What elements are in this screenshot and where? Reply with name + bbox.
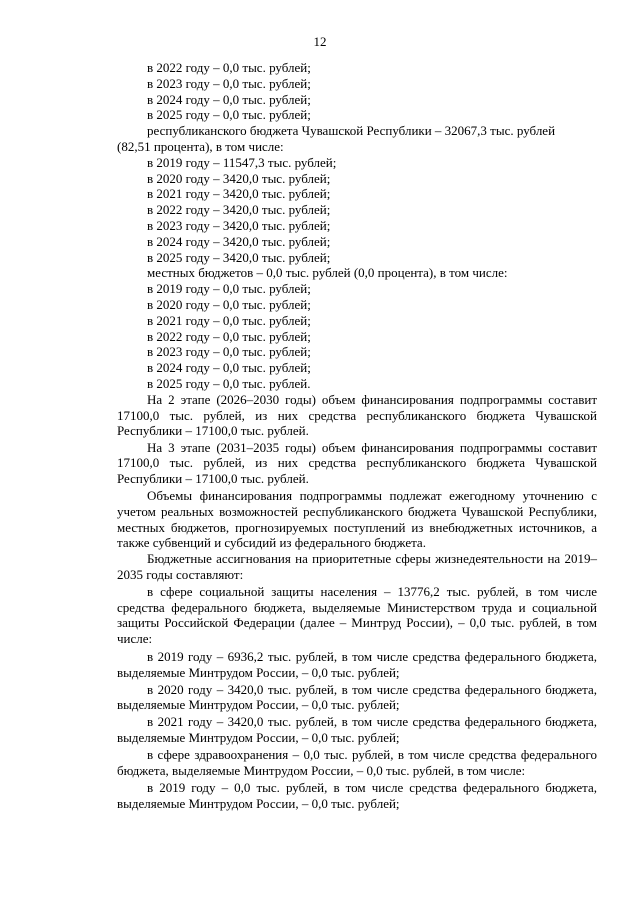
social-2019-paragraph: в 2019 году – 6936,2 тыс. рублей, в том числе средства федерального бюджета, выделяемые Минтрудом России, – 0,0 тыс. рублей; [117, 648, 597, 680]
health-2019-paragraph: в 2019 году – 0,0 тыс. рублей, в том числе средства федерального бюджета, выделяемые Минтрудом России, – 0,0 тыс. рублей; [117, 780, 597, 812]
list-item: в 2025 году – 0,0 тыс. рублей; [147, 107, 311, 123]
list-item: в 2025 году – 0,0 тыс. рублей. [147, 375, 311, 391]
health-sphere-paragraph: в сфере здравоохранения – 0,0 тыс. рублей, в том числе средства федерального бюджета, выделяемые Минтрудом России, – 0,0 тыс. рублей, в том числе: [117, 746, 597, 778]
list-item: в 2024 году – 0,0 тыс. рублей; [147, 91, 311, 107]
document-body [117, 60, 597, 812]
republican-budget-heading [117, 123, 597, 155]
stage3-paragraph: На 3 этапе (2031–2035 годы) объем финансирования подпрограммы составит 17100,0 тыс. рублей, из них средства республиканского бюджета Чувашской Республики – 17100,0 тыс. рублей. [117, 439, 597, 487]
list-item: в 2021 году – 0,0 тыс. рублей; [147, 312, 311, 328]
local-budget-line: местных бюджетов – 0,0 тыс. рублей (0,0 процента), в том числе: [147, 265, 508, 281]
republican-budget-line2: (82,51 процента), в том числе: [117, 138, 284, 154]
list-item: в 2023 году – 3420,0 тыс. рублей; [147, 217, 331, 233]
list-item: в 2022 году – 0,0 тыс. рублей; [147, 60, 311, 75]
list-item: в 2023 году – 0,0 тыс. рублей; [147, 344, 311, 360]
stage2-paragraph: На 2 этапе (2026–2030 годы) объем финансирования подпрограммы составит 17100,0 тыс. рублей, из них средства республиканского бюджета Чувашской Республики – 17100,0 тыс. рублей. [117, 391, 597, 439]
list-item: в 2024 году – 3420,0 тыс. рублей; [147, 233, 331, 249]
list-item: в 2020 году – 0,0 тыс. рублей; [147, 296, 311, 312]
volumes-paragraph: Объемы финансирования подпрограммы подлежат ежегодному уточнению с учетом реальных возможностей республиканского бюджета Чувашской Республики, местных бюджетов, прогнозируемых поступлений из внебюджетных источников, а также субвенций и субсидий из федерального бюджета. [117, 488, 597, 551]
year-list-a [117, 60, 597, 123]
year-list-b [117, 155, 597, 392]
list-item: в 2020 году – 3420,0 тыс. рублей; [147, 170, 331, 186]
page-number: 12 [313, 34, 327, 49]
allocations-paragraph: Бюджетные ассигнования на приоритетные сферы жизнедеятельности на 2019–2035 годы составляют: [117, 551, 597, 582]
social-sphere-paragraph: в сфере социальной защиты населения – 13776,2 тыс. рублей, в том числе средства федерального бюджета, выделяемые Министерством труда и социальной защиты Российской Федерации (далее – Минтруд России), – 0,0 тыс. рублей, в том числе: [117, 583, 597, 647]
list-item: в 2019 году – 11547,3 тыс. рублей; [147, 154, 337, 170]
social-2020-paragraph: в 2020 году – 3420,0 тыс. рублей, в том числе средства федерального бюджета, выделяемые Минтрудом России, – 0,0 тыс. рублей; [117, 681, 597, 713]
list-item: в 2022 году – 3420,0 тыс. рублей; [147, 202, 331, 218]
list-item: в 2021 году – 3420,0 тыс. рублей; [147, 186, 331, 202]
list-item: в 2022 году – 0,0 тыс. рублей; [147, 328, 311, 344]
list-item: в 2025 году – 3420,0 тыс. рублей; [147, 249, 331, 265]
social-2021-paragraph: в 2021 году – 3420,0 тыс. рублей, в том числе средства федерального бюджета, выделяемые Минтрудом России, – 0,0 тыс. рублей; [117, 714, 597, 745]
list-item: в 2024 году – 0,0 тыс. рублей; [147, 360, 311, 376]
republican-budget-line1: республиканского бюджета Чувашской Республики – 32067,3 тыс. рублей [147, 123, 556, 139]
list-item: в 2019 году – 0,0 тыс. рублей; [147, 281, 311, 297]
list-item: в 2023 году – 0,0 тыс. рублей; [147, 75, 311, 91]
